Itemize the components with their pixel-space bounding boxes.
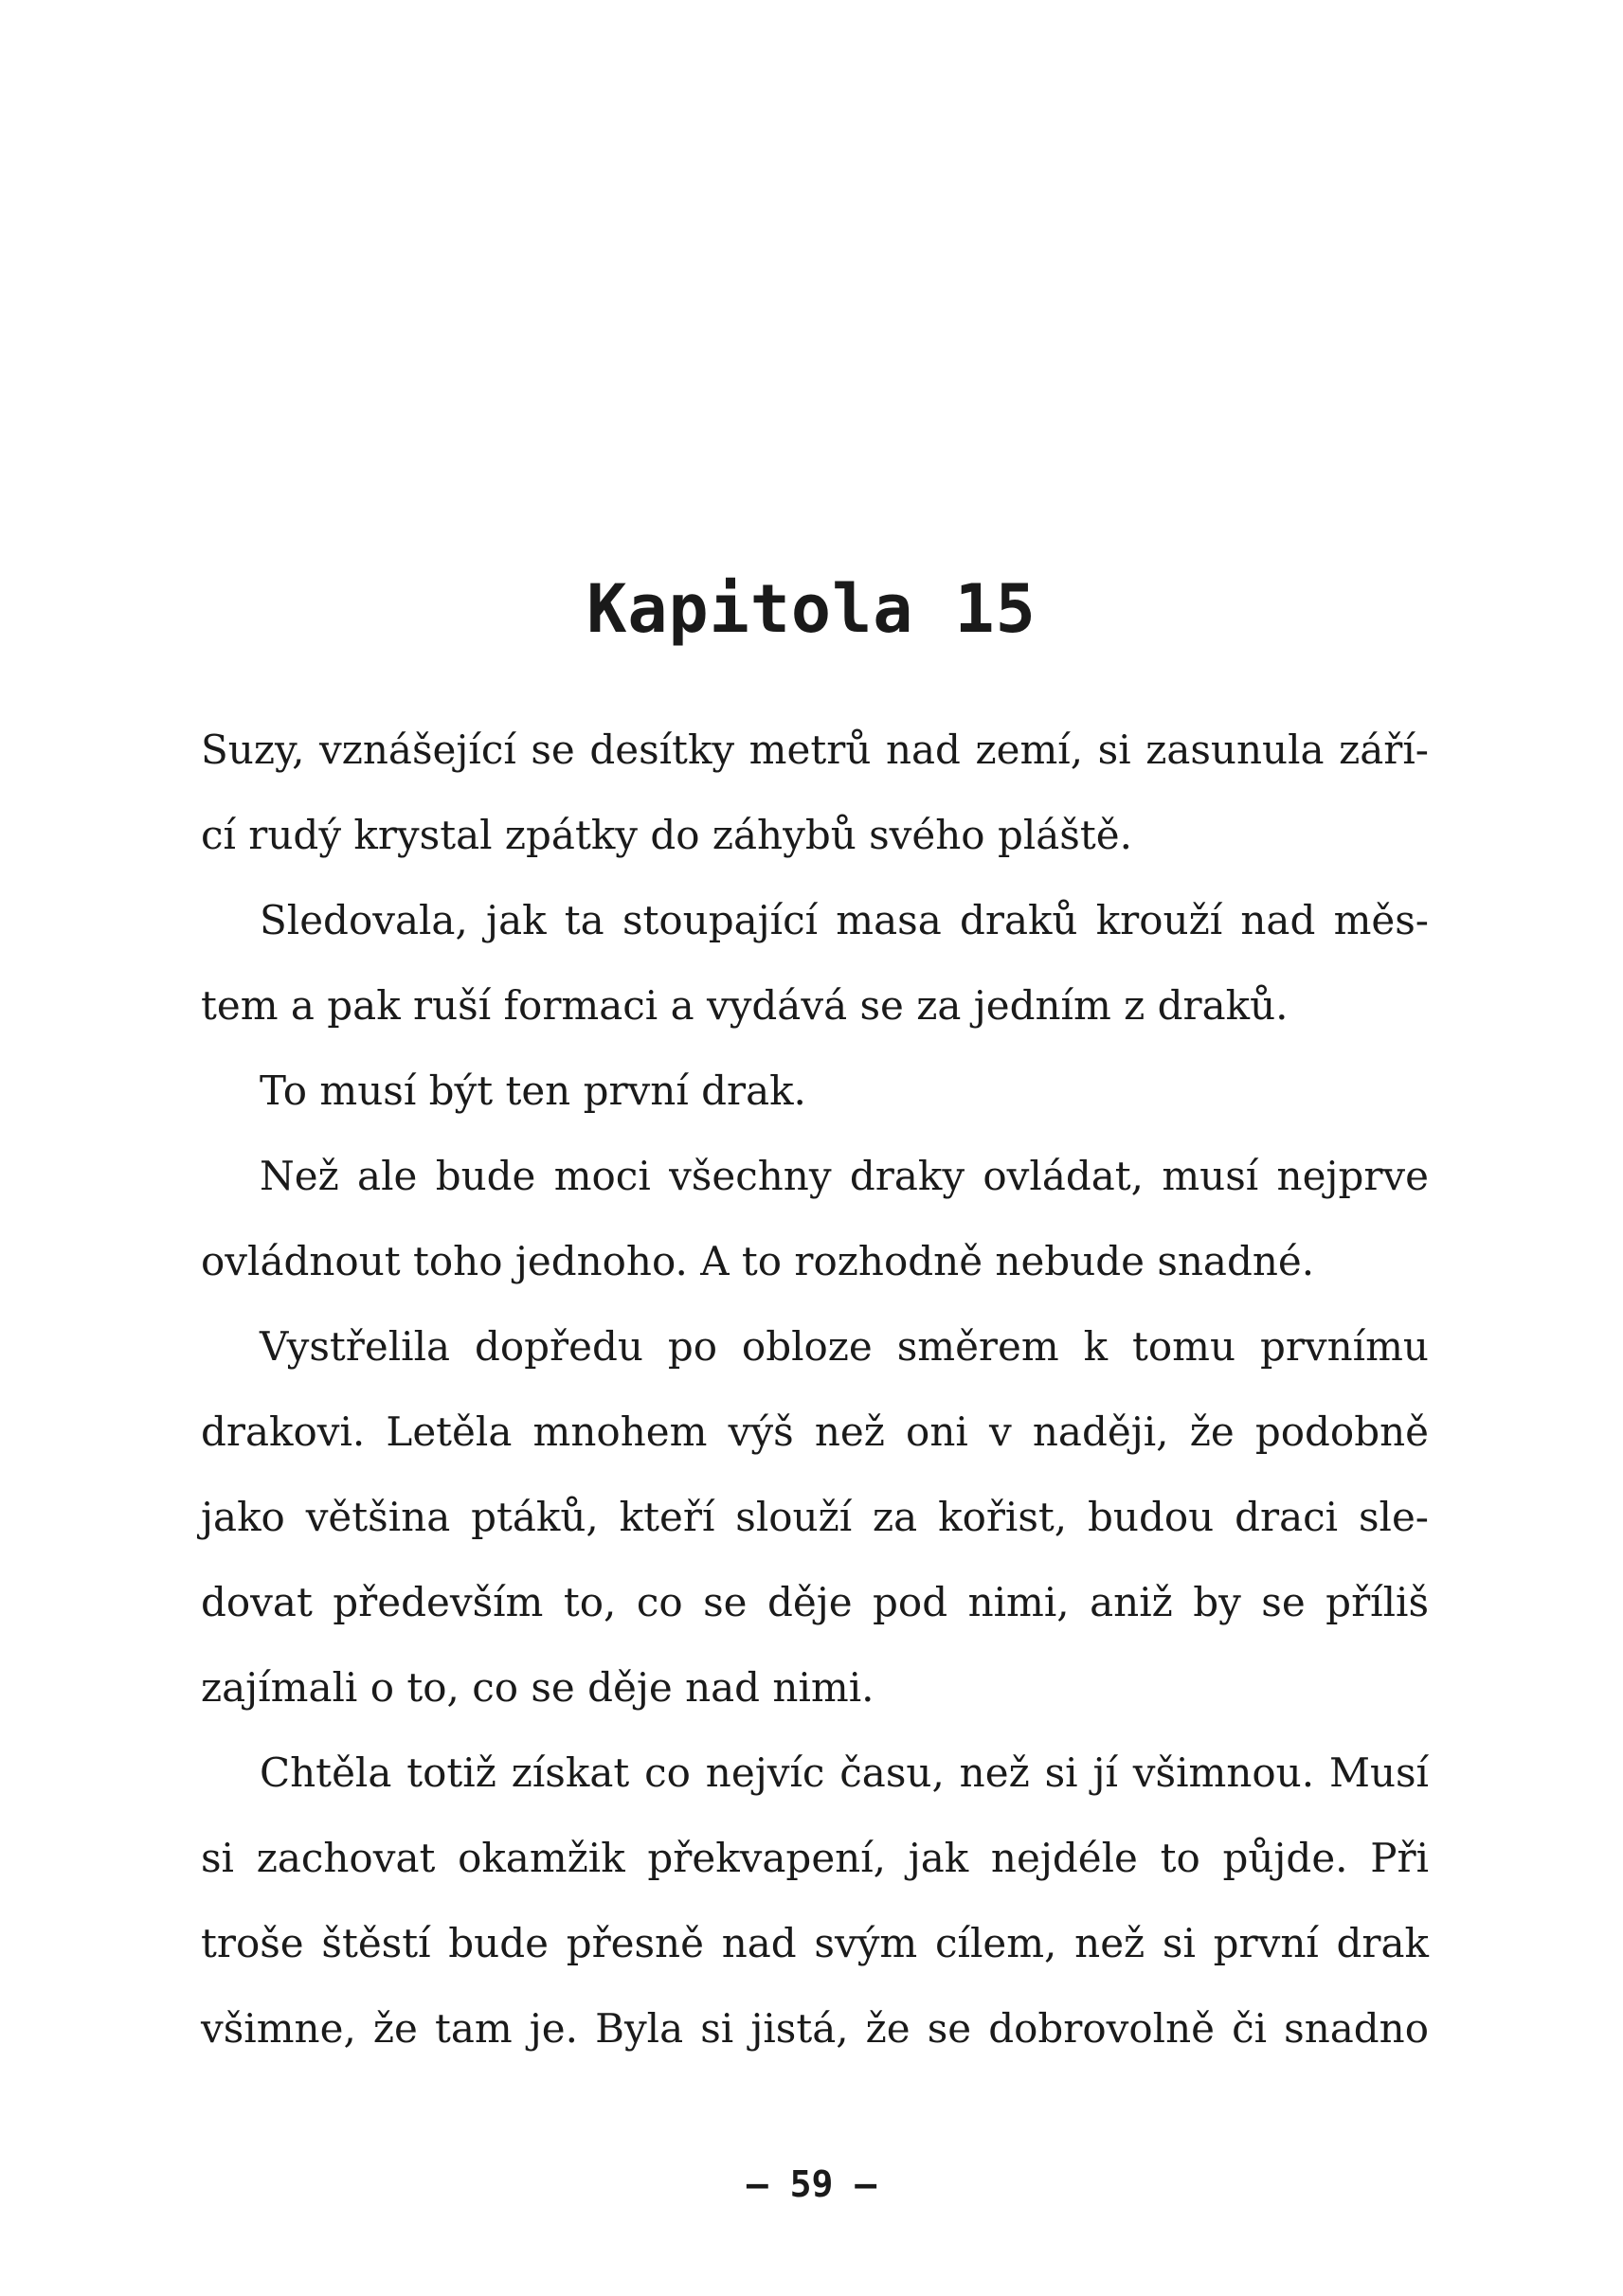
text-line: dovat především to, co se děje pod nimi, aniž by se příliš [201, 1579, 1429, 1625]
text-line: jako většina ptáků, kteří slouží za kořist, budou draci sle- [201, 1494, 1429, 1540]
text-line: zajímali o to, co se děje nad nimi. [201, 1664, 875, 1711]
text-line: ovládnout toho jednoho. A to rozhodně nebude snadné. [201, 1238, 1315, 1284]
text-line: troše štěstí bude přesně nad svým cílem, než si první drak [201, 1920, 1429, 1966]
text-line: To musí být ten první drak. [260, 1067, 806, 1114]
chapter-title: Kapitola 15 [586, 570, 1037, 648]
text-line: drakovi. Letěla mnohem výš než oni v naději, že podobně [201, 1408, 1429, 1455]
text-line: cí rudý krystal zpátky do záhybů svého pláště. [201, 812, 1132, 858]
page-number: – 59 – [746, 2163, 877, 2205]
text-line: Než ale bude moci všechny draky ovládat, musí nejprve [260, 1153, 1429, 1199]
text-line: všimne, že tam je. Byla si jistá, že se dobrovolně či snadno [201, 2005, 1429, 2052]
text-line: Vystřelila dopředu po obloze směrem k tomu prvnímu [260, 1323, 1429, 1370]
text-line: si zachovat okamžik překvapení, jak nejdéle to půjde. Při [201, 1835, 1429, 1881]
text-line: Chtěla totiž získat co nejvíc času, než si jí všimnou. Musí [260, 1749, 1429, 1796]
text-line: Suzy, vznášející se desítky metrů nad zemí, si zasunula září- [201, 726, 1429, 773]
text-line: Sledovala, jak ta stoupající masa draků krouží nad měs- [260, 897, 1429, 943]
text-line: tem a pak ruší formaci a vydává se za jedním z draků. [201, 982, 1289, 1029]
body-text [201, 708, 1429, 2072]
